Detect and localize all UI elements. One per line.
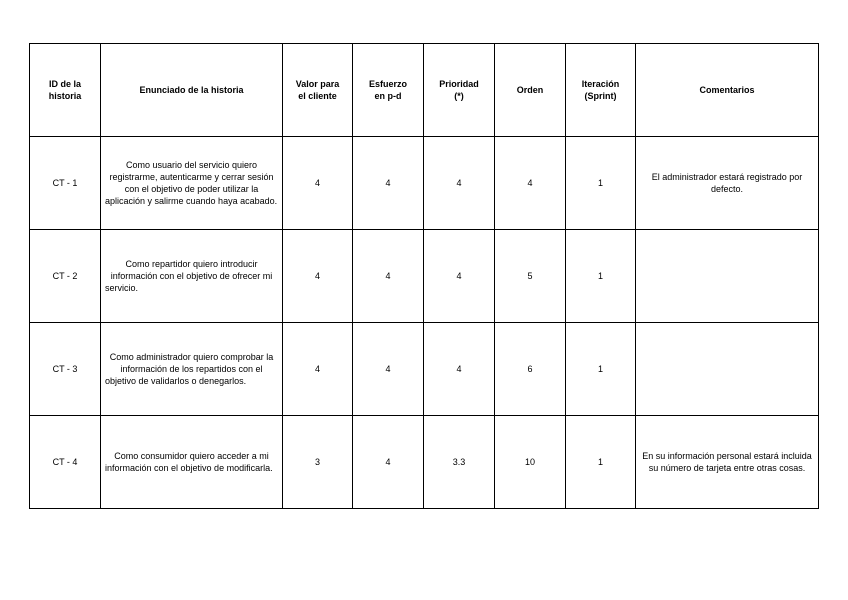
header-effort-line1: Esfuerzo <box>368 79 407 89</box>
header-row <box>30 44 819 137</box>
priority-cell: 4 <box>424 137 495 230</box>
header-story-id <box>30 44 101 137</box>
order-cell: 5 <box>495 230 566 323</box>
header-iteration-line1: Iteración <box>581 79 620 89</box>
iteration-cell: 1 <box>566 137 636 230</box>
header-customer-value <box>283 44 353 137</box>
order-cell: 4 <box>495 137 566 230</box>
story-statement-cell: Como administrador quiero comprobar la información de los repartidos con el objetivo de validarlos o denegarlos. <box>101 323 283 416</box>
header-story-id-line2: historia <box>48 91 82 101</box>
header-effort-line2: en p-d <box>374 91 402 101</box>
priority-cell: 4 <box>424 323 495 416</box>
table-row <box>30 230 819 323</box>
table-row <box>30 323 819 416</box>
story-id-cell: CT - 1 <box>30 137 101 230</box>
story-id-cell: CT - 3 <box>30 323 101 416</box>
header-customer-value-line1: Valor para <box>295 79 340 89</box>
customer-value-cell: 4 <box>283 230 353 323</box>
comment-cell <box>636 323 819 416</box>
iteration-cell: 1 <box>566 230 636 323</box>
story-id-cell: CT - 4 <box>30 416 101 509</box>
story-statement-cell: Como consumidor quiero acceder a mi información con el objetivo de modificarla. <box>101 416 283 509</box>
customer-value-cell: 4 <box>283 323 353 416</box>
header-iteration <box>566 44 636 137</box>
header-customer-value-line2: el cliente <box>298 91 337 101</box>
iteration-cell: 1 <box>566 323 636 416</box>
header-story-id-line1: ID de la <box>48 79 81 89</box>
header-iteration-line2: (Sprint) <box>584 91 617 101</box>
effort-cell: 4 <box>353 230 424 323</box>
iteration-cell: 1 <box>566 416 636 509</box>
story-id-cell: CT - 2 <box>30 230 101 323</box>
order-cell: 10 <box>495 416 566 509</box>
effort-cell: 4 <box>353 137 424 230</box>
comment-cell: En su información personal estará incluida su número de tarjeta entre otras cosas. <box>636 416 819 509</box>
priority-cell: 3.3 <box>424 416 495 509</box>
comment-cell: El administrador estará registrado por defecto. <box>636 137 819 230</box>
table-row <box>30 137 819 230</box>
header-priority-line2: (*) <box>454 91 464 101</box>
priority-cell: 4 <box>424 230 495 323</box>
customer-value-cell: 4 <box>283 137 353 230</box>
product-backlog-table <box>29 43 819 509</box>
order-cell: 6 <box>495 323 566 416</box>
effort-cell: 4 <box>353 323 424 416</box>
header-story-statement: Enunciado de la historia <box>101 44 283 137</box>
story-statement-cell: Como repartidor quiero introducir información con el objetivo de ofrecer mi servicio. <box>101 230 283 323</box>
header-comments: Comentarios <box>636 44 819 137</box>
customer-value-cell: 3 <box>283 416 353 509</box>
comment-cell <box>636 230 819 323</box>
story-statement-cell: Como usuario del servicio quiero registrarme, autenticarme y cerrar sesión con el objetivo de poder utilizar la aplicación y salirme cuando haya acabado. <box>101 137 283 230</box>
effort-cell: 4 <box>353 416 424 509</box>
header-priority <box>424 44 495 137</box>
table-row <box>30 416 819 509</box>
header-priority-line1: Prioridad <box>439 79 479 89</box>
header-order: Orden <box>495 44 566 137</box>
header-effort <box>353 44 424 137</box>
